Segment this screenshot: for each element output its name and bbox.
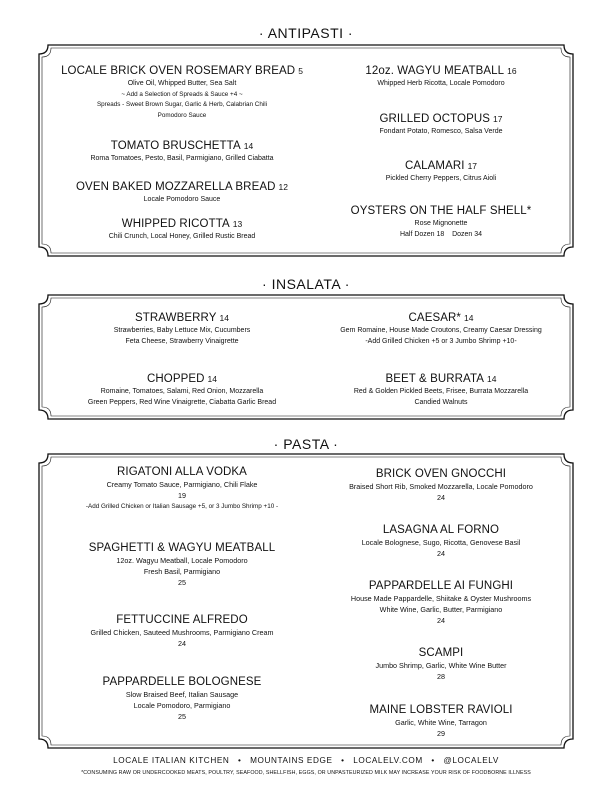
item-name: OYSTERS ON THE HALF SHELL*	[350, 205, 532, 217]
pasta-heading: · PASTA ·	[273, 436, 339, 452]
item-price: 14	[243, 141, 254, 151]
menu-item	[318, 61, 564, 90]
menu-item	[52, 214, 312, 243]
item-desc: Gem Romaine, House Made Croutons, Creamy Caesar Dressing	[340, 327, 542, 334]
menu-item	[318, 523, 564, 559]
footer-disclaimer: *CONSUMING RAW OR UNDERCOOKED MEATS, POULTRY, SEAFOOD, SHELLFISH, EGGS, OR UNPASTEURIZED MILK MAY INCREASE YOUR RISK OF FOODBORNE ILLNESS	[81, 770, 531, 776]
item-price: 14	[464, 313, 474, 323]
pasta-left-column	[52, 453, 312, 749]
item-desc: Green Peppers, Red Wine Vinaigrette, Ciabatta Garlic Bread	[87, 398, 277, 406]
pasta-right-column	[318, 453, 564, 749]
item-desc: Garlic, White Wine, Tarragon	[395, 718, 487, 727]
item-name: CALAMARI	[404, 160, 465, 172]
item-price: 13	[232, 219, 243, 229]
item-desc: Red & Golden Pickled Beets, Frisee, Burrata Mozzarella	[353, 388, 529, 395]
item-price: 25	[178, 712, 186, 721]
item-price: 24	[437, 493, 445, 502]
antipasti-right-column	[318, 44, 564, 257]
item-price: 17	[467, 161, 478, 171]
item-name: CAESAR*	[408, 312, 461, 324]
pasta-frame	[38, 453, 574, 749]
item-desc: Whipped Herb Ricotta, Locale Pomodoro	[377, 80, 505, 87]
menu-item	[52, 136, 312, 165]
item-price: 24	[178, 639, 186, 648]
menu-item	[52, 465, 312, 512]
item-name: GRILLED OCTOPUS	[379, 113, 491, 125]
insalata-left-column	[52, 294, 312, 420]
menu-item	[52, 177, 312, 206]
item-desc: Olive Oil, Whipped Butter, Sea Salt	[127, 80, 237, 87]
item-price: 17	[493, 114, 503, 124]
item-desc: Locale Pomodoro, Parmigiano	[133, 701, 231, 710]
item-desc: -Add Grilled Chicken +5 or 3 Jumbo Shrimp +10-	[365, 337, 517, 345]
item-name: MAINE LOBSTER RAVIOLI	[369, 704, 513, 716]
menu-item	[318, 201, 564, 240]
item-name: BEET & BURRATA	[385, 373, 485, 385]
item-desc: Spreads - Sweet Brown Sugar, Garlic & Herb, Calabrian Chili	[96, 101, 268, 108]
item-desc: ~ Add a Selection of Spreads & Sauce +4 ~	[121, 90, 243, 98]
item-price: 14	[219, 313, 229, 323]
menu-item	[318, 156, 564, 185]
footer-info: LOCALE ITALIAN KITCHEN • MOUNTAINS EDGE • LOCALELV.COM • @LOCALELV	[113, 756, 499, 765]
item-desc: Grilled Chicken, Sauteed Mushrooms, Parmigiano Cream	[90, 628, 274, 637]
item-price: 14	[487, 374, 497, 384]
item-desc: Half Dozen 18 Dozen 34	[399, 230, 483, 238]
item-name: TOMATO BRUSCHETTA	[110, 140, 241, 152]
item-price: 12	[278, 182, 288, 192]
item-price: 24	[437, 616, 445, 625]
item-price: 14	[207, 374, 218, 384]
menu-item	[318, 369, 564, 408]
item-desc: Fondant Potato, Romesco, Salsa Verde	[379, 128, 503, 135]
menu-item	[318, 646, 564, 682]
item-name: PAPPARDELLE AI FUNGHI	[368, 580, 514, 592]
antipasti-frame	[38, 44, 574, 257]
insalata-heading: · INSALATA ·	[262, 276, 350, 292]
item-name: BRICK OVEN GNOCCHI	[375, 468, 507, 480]
menu-item	[318, 467, 564, 503]
item-desc: Braised Short Rib, Smoked Mozzarella, Locale Pomodoro	[349, 482, 533, 491]
item-desc: Feta Cheese, Strawberry Vinaigrette	[125, 337, 239, 345]
item-name: SCAMPI	[418, 647, 464, 659]
item-price: 16	[507, 66, 517, 76]
item-name: SPAGHETTI & WAGYU MEATBALL	[88, 542, 276, 554]
item-desc: White Wine, Garlic, Butter, Parmigiano	[379, 605, 503, 614]
item-name: CHOPPED	[146, 373, 205, 385]
item-desc: Locale Bolognese, Sugo, Ricotta, Genovese Basil	[361, 538, 521, 547]
item-desc: 12oz. Wagyu Meatball, Locale Pomodoro	[116, 556, 248, 565]
item-name: 12oz. WAGYU MEATBALL	[365, 65, 505, 77]
item-desc: Romaine, Tomatoes, Salami, Red Onion, Mozzarella	[100, 388, 264, 395]
item-desc: Pickled Cherry Peppers, Citrus Aioli	[385, 175, 497, 182]
insalata-frame	[38, 294, 574, 420]
item-desc: Pomodoro Sauce	[157, 111, 207, 119]
menu-item	[52, 613, 312, 649]
menu-item	[52, 308, 312, 347]
menu-item	[318, 109, 564, 138]
menu-item	[52, 61, 312, 121]
item-name: OVEN BAKED MOZZARELLA BREAD	[76, 181, 276, 193]
item-desc: Rose Mignonette	[414, 220, 468, 227]
item-desc: Roma Tomatoes, Pesto, Basil, Parmigiano, Grilled Ciabatta	[90, 155, 274, 162]
item-price: 24	[437, 549, 445, 558]
item-desc: Slow Braised Beef, Italian Sausage	[125, 690, 239, 699]
item-desc: Strawberries, Baby Lettuce Mix, Cucumbers	[113, 327, 251, 334]
insalata-right-column	[318, 294, 564, 420]
item-desc: Locale Pomodoro Sauce	[143, 196, 221, 203]
item-name: FETTUCCINE ALFREDO	[116, 614, 248, 626]
item-name: STRAWBERRY	[135, 312, 217, 324]
antipasti-left-column	[52, 44, 312, 257]
item-name: LOCALE BRICK OVEN ROSEMARY BREAD	[61, 65, 296, 77]
item-name: PAPPARDELLE BOLOGNESE	[102, 676, 262, 688]
item-price: 25	[178, 578, 186, 587]
menu-item	[318, 579, 564, 626]
menu-item	[52, 675, 312, 722]
antipasti-heading: · ANTIPASTI ·	[258, 25, 354, 41]
menu-item	[52, 541, 312, 588]
item-name: LASAGNA AL FORNO	[382, 524, 500, 536]
item-name: WHIPPED RICOTTA	[121, 218, 230, 230]
item-desc: -Add Grilled Chicken or Italian Sausage +5, or 3 Jumbo Shrimp +10 -	[85, 503, 279, 510]
item-desc: Creamy Tomato Sauce, Parmigiano, Chili Flake	[106, 480, 258, 489]
menu-item	[318, 703, 564, 739]
menu-item	[318, 308, 564, 347]
item-desc: Candied Walnuts	[414, 398, 468, 406]
item-desc: Jumbo Shrimp, Garlic, White Wine Butter	[375, 661, 507, 670]
item-desc: Fresh Basil, Parmigiano	[143, 567, 221, 576]
menu-item	[52, 369, 312, 408]
item-name: RIGATONI ALLA VODKA	[117, 466, 247, 478]
item-price: 29	[437, 729, 445, 738]
item-desc: House Made Pappardelle, Shiitake & Oyster Mushrooms	[350, 594, 532, 603]
item-desc: Chili Crunch, Local Honey, Grilled Rustic Bread	[108, 233, 256, 240]
item-price: 28	[437, 672, 445, 681]
item-price: 5	[298, 66, 303, 76]
item-price: 19	[178, 491, 186, 500]
